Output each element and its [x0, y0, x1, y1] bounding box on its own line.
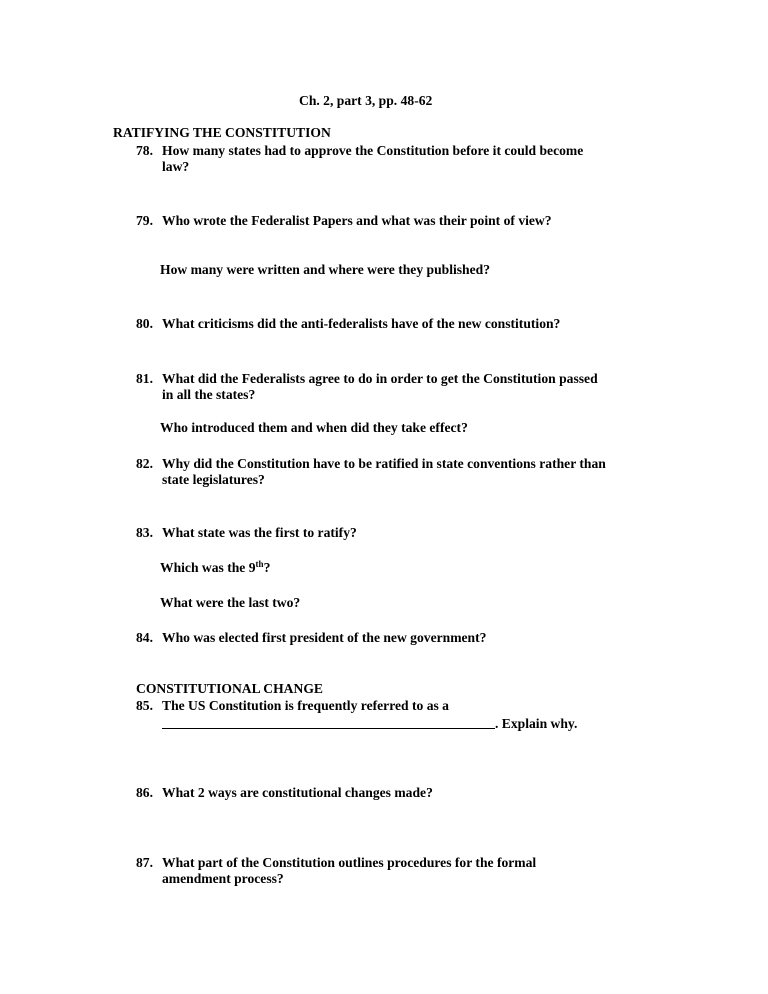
section-heading-change: CONSTITUTIONAL CHANGE — [136, 681, 323, 696]
question-82 — [136, 456, 606, 472]
question-text: How many states had to approve the Constitution before it could become — [162, 143, 584, 158]
question-82-cont: state legislatures? — [162, 472, 265, 487]
answer-blank[interactable] — [162, 716, 495, 729]
question-79 — [136, 213, 552, 229]
question-84 — [136, 630, 486, 646]
question-text: What did the Federalists agree to do in order to get the Constitution passed — [162, 371, 598, 386]
question-text: What state was the first to ratify? — [162, 525, 357, 540]
question-number: 87. — [136, 855, 153, 870]
question-86 — [136, 785, 433, 801]
question-number: 83. — [136, 525, 153, 540]
question-text: The US Constitution is frequently referred to as a — [162, 698, 449, 713]
question-number: 84. — [136, 630, 153, 645]
section-heading-ratifying: RATIFYING THE CONSTITUTION — [113, 125, 331, 140]
question-87-cont: amendment process? — [162, 871, 284, 886]
question-85-cont: . Explain why. — [162, 716, 577, 732]
question-81 — [136, 371, 598, 387]
question-text: Who was elected first president of the new government? — [162, 630, 487, 645]
question-87 — [136, 855, 536, 871]
question-83-followup-last: What were the last two? — [160, 595, 301, 610]
question-78 — [136, 143, 583, 159]
question-79-followup: How many were written and where were they published? — [160, 262, 491, 277]
question-81-cont: in all the states? — [162, 387, 256, 402]
question-text: Why did the Constitution have to be ratified in state conventions rather than — [162, 456, 606, 471]
question-text: What criticisms did the anti-federalists have of the new constitution? — [162, 316, 561, 331]
page-title: Ch. 2, part 3, pp. 48-62 — [299, 93, 433, 108]
question-80 — [136, 316, 560, 332]
question-81-followup: Who introduced them and when did they take effect? — [160, 420, 468, 435]
question-number: 85. — [136, 698, 153, 713]
question-number: 79. — [136, 213, 153, 228]
question-text: What part of the Constitution outlines procedures for the formal — [162, 855, 537, 870]
question-78-cont: law? — [162, 159, 190, 174]
question-85 — [136, 698, 449, 714]
question-text: Who wrote the Federalist Papers and what was their point of view? — [162, 213, 552, 228]
question-number: 86. — [136, 785, 153, 800]
question-text: What 2 ways are constitutional changes made? — [162, 785, 433, 800]
question-number: 81. — [136, 371, 153, 386]
question-83 — [136, 525, 357, 541]
question-83-followup-ninth: Which was the 9th? — [160, 559, 271, 575]
question-number: 82. — [136, 456, 153, 471]
question-number: 80. — [136, 316, 153, 331]
question-number: 78. — [136, 143, 153, 158]
